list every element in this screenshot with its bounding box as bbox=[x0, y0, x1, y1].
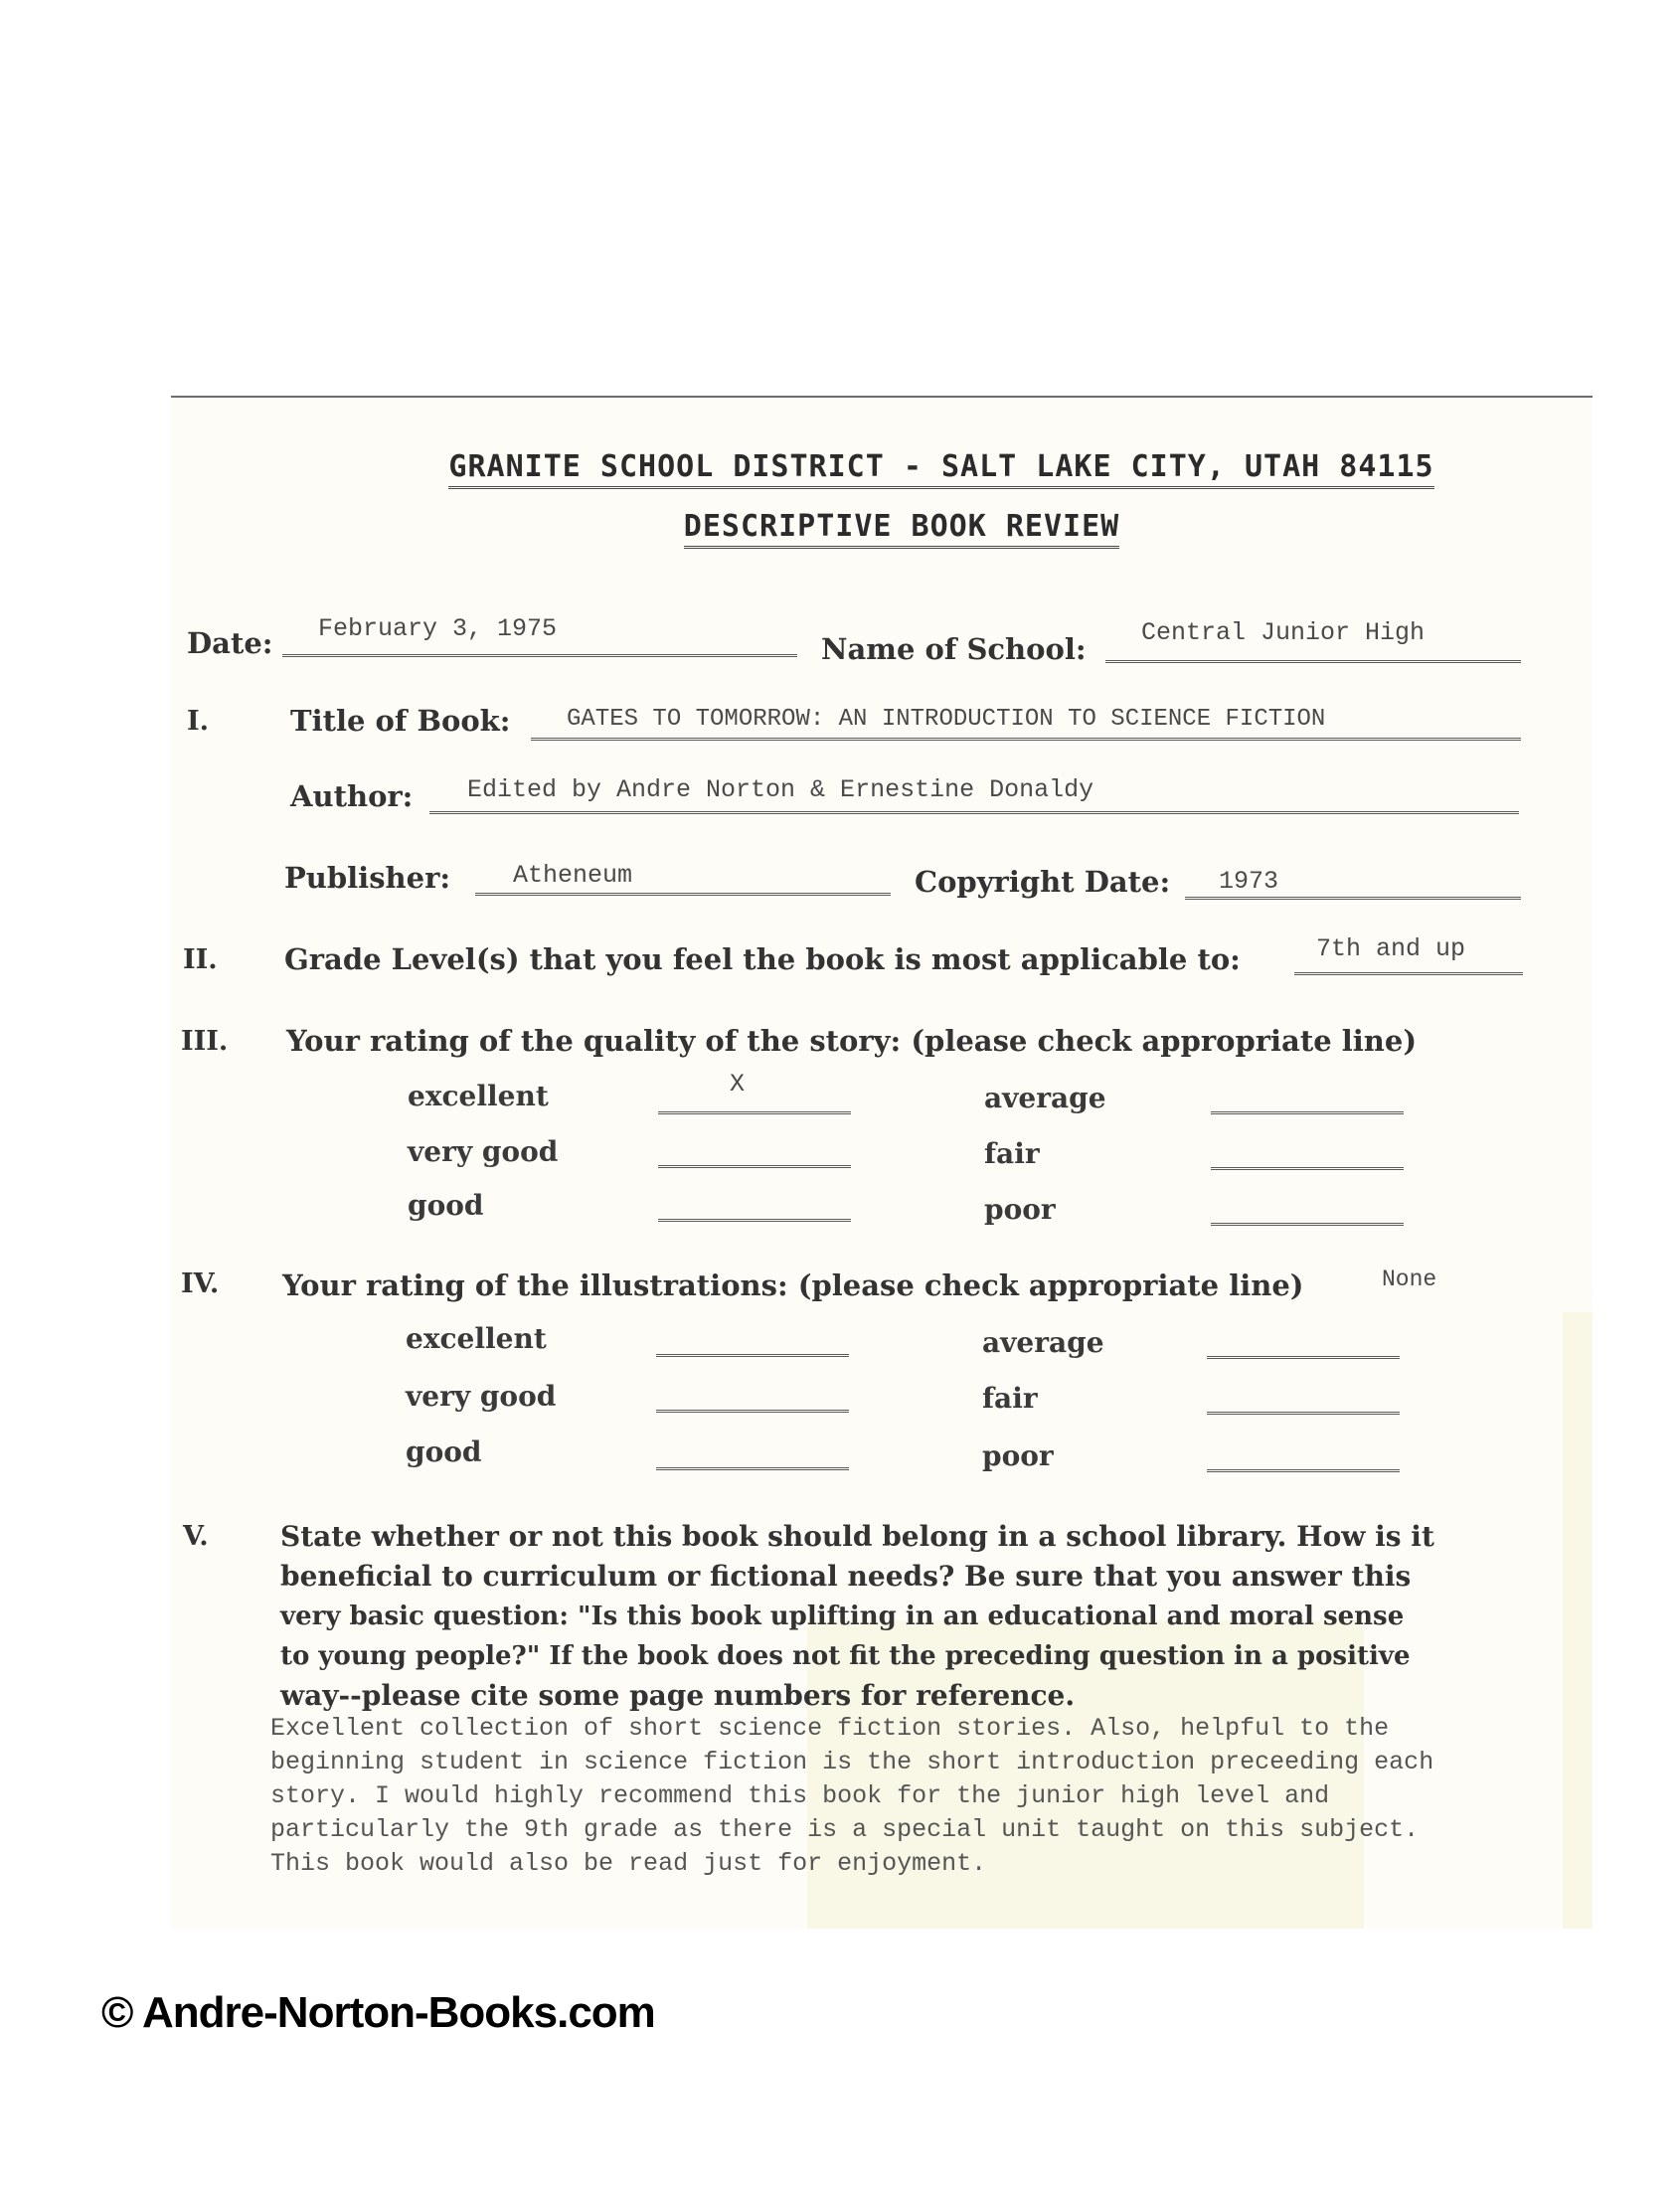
tape-strip bbox=[1593, 1292, 1594, 1293]
story-option-very-good: very good bbox=[408, 1135, 559, 1168]
form-title: DESCRIPTIVE BOOK REVIEW bbox=[171, 509, 1612, 544]
story-line-very-good[interactable] bbox=[658, 1165, 851, 1168]
story-line-average[interactable] bbox=[1211, 1111, 1404, 1114]
illustrations-note: None bbox=[1382, 1266, 1437, 1292]
illustrations-line-poor[interactable] bbox=[1207, 1469, 1400, 1472]
copyright-line bbox=[1185, 897, 1521, 900]
district-header: GRANITE SCHOOL DISTRICT - SALT LAKE CITY, UTAH 84115 bbox=[171, 449, 1652, 484]
title-value: GATES TO TOMORROW: AN INTRODUCTION TO SCIENCE FICTION bbox=[567, 706, 1326, 733]
story-option-good: good bbox=[408, 1189, 484, 1222]
publisher-line bbox=[475, 893, 891, 896]
story-check-mark: X bbox=[730, 1070, 746, 1098]
story-rating-label: Your rating of the quality of the story: (please check appropriate line) bbox=[286, 1024, 1418, 1058]
section-number-4: IV. bbox=[181, 1268, 220, 1299]
section-number-5: V. bbox=[183, 1521, 209, 1552]
illustrations-option-average: average bbox=[982, 1326, 1104, 1359]
section-number-2: II. bbox=[183, 944, 218, 975]
date-line bbox=[282, 654, 797, 657]
story-line-good[interactable] bbox=[658, 1219, 851, 1222]
illustrations-line-very-good[interactable] bbox=[656, 1410, 849, 1413]
date-value: February 3, 1975 bbox=[318, 614, 558, 643]
question-line-3: very basic question: "Is this book uplifting in an educational and moral sense bbox=[280, 1602, 1405, 1631]
grade-value: 7th and up bbox=[1316, 934, 1466, 963]
illustrations-line-fair[interactable] bbox=[1207, 1412, 1400, 1415]
date-label: Date: bbox=[187, 626, 273, 660]
copyright-value: 1973 bbox=[1219, 867, 1279, 896]
author-label: Author: bbox=[290, 779, 414, 813]
story-option-fair: fair bbox=[984, 1137, 1040, 1170]
grade-line bbox=[1294, 972, 1523, 975]
illustrations-option-fair: fair bbox=[982, 1382, 1038, 1415]
response-line-2: beginning student in science fiction is the short introduction preceeding each bbox=[270, 1748, 1434, 1776]
illustrations-option-excellent: excellent bbox=[406, 1322, 547, 1355]
publisher-value: Atheneum bbox=[513, 861, 633, 890]
copyright-watermark: © Andre-Norton-Books.com bbox=[101, 1988, 655, 2037]
grade-label: Grade Level(s) that you feel the book is most applicable to: bbox=[284, 942, 1241, 976]
question-line-2: beneficial to curriculum or fictional needs? Be sure that you answer this bbox=[280, 1560, 1412, 1593]
illustrations-option-very-good: very good bbox=[406, 1380, 557, 1413]
illustrations-line-good[interactable] bbox=[656, 1467, 849, 1470]
story-option-excellent: excellent bbox=[408, 1080, 549, 1112]
library-question bbox=[280, 1517, 1593, 1716]
title-line bbox=[531, 738, 1521, 741]
question-line-4: to young people?" If the book does not fit the preceding question in a positive bbox=[280, 1641, 1411, 1671]
review-form-page bbox=[171, 396, 1593, 1929]
school-line bbox=[1105, 660, 1521, 663]
copyright-label: Copyright Date: bbox=[915, 865, 1171, 899]
question-line-5: way--please cite some page numbers for reference. bbox=[280, 1679, 1076, 1712]
title-label: Title of Book: bbox=[290, 704, 511, 738]
school-label: Name of School: bbox=[821, 632, 1087, 666]
illustrations-option-poor: poor bbox=[982, 1439, 1054, 1472]
illustrations-line-average[interactable] bbox=[1207, 1356, 1400, 1359]
illustrations-line-excellent[interactable] bbox=[656, 1354, 849, 1357]
section-number-3: III. bbox=[181, 1026, 229, 1057]
illustrations-option-good: good bbox=[406, 1435, 482, 1468]
response-line-1: Excellent collection of short science fiction stories. Also, helpful to the bbox=[270, 1714, 1390, 1743]
response-line-5: This book would also be read just for enjoyment. bbox=[270, 1849, 987, 1878]
story-option-poor: poor bbox=[984, 1193, 1056, 1226]
publisher-label: Publisher: bbox=[284, 861, 451, 895]
question-line-1: State whether or not this book should belong in a school library. How is it bbox=[280, 1520, 1434, 1553]
author-value: Edited by Andre Norton & Ernestine Donaldy bbox=[467, 775, 1094, 804]
story-line-fair[interactable] bbox=[1211, 1167, 1404, 1170]
illustrations-rating-label: Your rating of the illustrations: (please check appropriate line) bbox=[282, 1268, 1304, 1302]
story-line-excellent[interactable] bbox=[658, 1111, 851, 1114]
response-line-4: particularly the 9th grade as there is a special unit taught on this subject. bbox=[270, 1815, 1420, 1844]
review-response bbox=[270, 1712, 1593, 1881]
response-line-3: story. I would highly recommend this book for the junior high level and bbox=[270, 1781, 1330, 1810]
author-line bbox=[429, 811, 1519, 814]
story-line-poor[interactable] bbox=[1211, 1223, 1404, 1226]
school-value: Central Junior High bbox=[1141, 618, 1426, 647]
section-number-1: I. bbox=[187, 706, 210, 737]
story-option-average: average bbox=[984, 1082, 1106, 1114]
